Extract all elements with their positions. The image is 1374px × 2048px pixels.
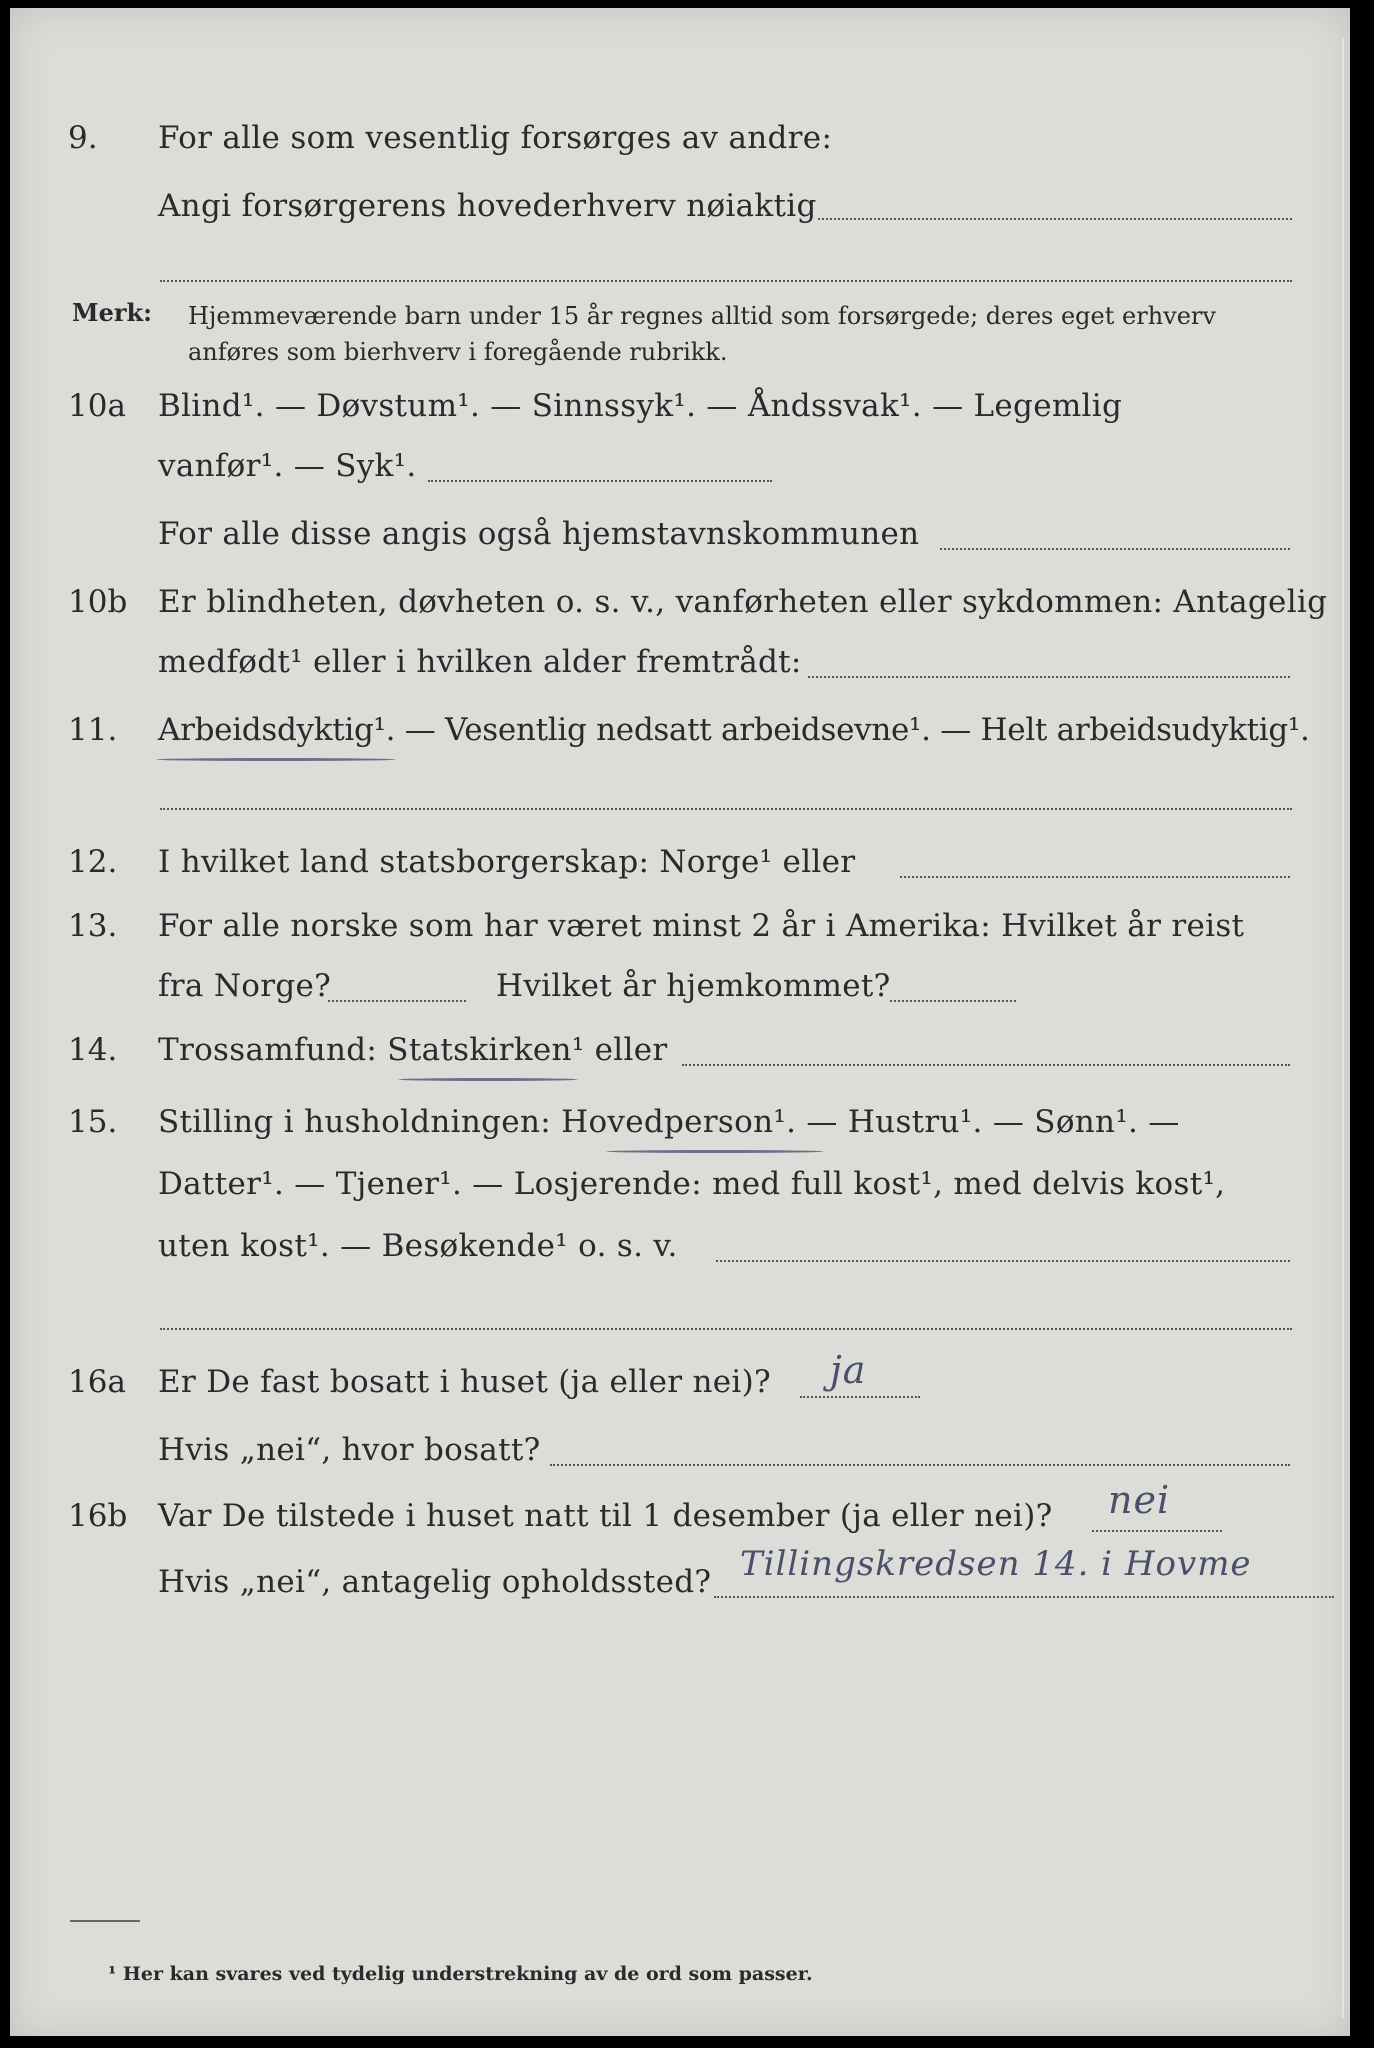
q13-line2a: fra Norge? <box>158 968 332 1004</box>
page-fold <box>1340 38 1344 2018</box>
q13-line1: For alle norske som har været minst 2 år i Amerika: Hvilket år reist <box>158 908 1245 944</box>
q15-answer-line <box>716 1260 1290 1262</box>
q10a-line1: Blind¹. — Døvstum¹. — Sinnssyk¹. — Åndssvak¹. — Legemlig <box>158 388 1123 424</box>
q15-handwritten-underline <box>606 1150 824 1153</box>
q10a-answer-line <box>428 480 772 482</box>
q10a-line3: For alle disse angis også hjemstavnskommunen <box>158 516 920 552</box>
q16b-answer-line <box>1092 1530 1222 1532</box>
census-form-page <box>10 8 1350 2036</box>
q10a-answer-line2 <box>940 548 1290 550</box>
q12-answer-line <box>900 876 1290 878</box>
q16a-answer-line2 <box>550 1464 1290 1466</box>
q11-number: 11. <box>68 712 118 748</box>
q16b-line2: Hvis „nei“, antagelig opholdssted? <box>158 1564 712 1600</box>
q16b-handwritten-place: Tillingskredsen 14. i Hovme <box>740 1544 1252 1584</box>
merk-line2: anføres som bierhverv i foregående rubrikk. <box>188 338 728 366</box>
footnote-rule <box>70 1920 140 1922</box>
q9-answer-line2 <box>160 280 1292 282</box>
q15-number: 15. <box>68 1104 118 1140</box>
merk-label: Merk: <box>72 298 152 327</box>
q16a-number: 16a <box>68 1364 126 1400</box>
q14-number: 14. <box>68 1032 118 1068</box>
q11-handwritten-underline <box>156 758 396 761</box>
q16b-line1: Var De tilstede i huset natt til 1 desember (ja eller nei)? <box>158 1498 1053 1534</box>
q9-answer-line <box>818 218 1292 220</box>
merk-line1: Hjemmeværende barn under 15 år regnes alltid som forsørgede; deres eget erhverv <box>188 302 1216 330</box>
q14-answer-line <box>682 1064 1290 1066</box>
q13-line2b: Hvilket år hjemkommet? <box>496 968 891 1004</box>
q16a-line2: Hvis „nei“, hvor bosatt? <box>158 1432 541 1468</box>
q14-handwritten-underline <box>398 1078 578 1081</box>
q16b-handwritten-answer: nei <box>1108 1478 1171 1522</box>
q10b-number: 10b <box>68 584 128 620</box>
q12-line1: I hvilket land statsborgerskap: Norge¹ eller <box>158 844 856 880</box>
q12-number: 12. <box>68 844 118 880</box>
q10b-line1: Er blindheten, døvheten o. s. v., vanførheten eller sykdommen: Antagelig <box>158 584 1328 620</box>
footnote: ¹ Her kan svares ved tydelig understrekning av de ord som passer. <box>108 1963 813 1985</box>
q13-answer-line-a <box>328 1000 466 1002</box>
q10b-answer-line <box>808 676 1290 678</box>
q16b-answer-line2 <box>714 1596 1334 1598</box>
q10b-line2: medfødt¹ eller i hvilken alder fremtrådt: <box>158 644 802 680</box>
q16b-number: 16b <box>68 1498 128 1534</box>
q9-line2: Angi forsørgerens hovederhverv nøiaktig <box>158 188 817 224</box>
q16a-handwritten-answer: ja <box>830 1348 867 1392</box>
q9-line1: For alle som vesentlig forsørges av andre: <box>158 120 833 156</box>
q10a-line2: vanfør¹. — Syk¹. <box>158 448 417 484</box>
q16a-line1: Er De fast bosatt i huset (ja eller nei)? <box>158 1364 771 1400</box>
q15-line3: uten kost¹. — Besøkende¹ o. s. v. <box>158 1228 678 1264</box>
q16a-answer-line <box>800 1396 920 1398</box>
q15-answer-line2 <box>160 1328 1292 1330</box>
q11-answer-line <box>160 808 1292 810</box>
q10a-number: 10a <box>68 388 126 424</box>
q15-line1: Stilling i husholdningen: Hovedperson¹. — Hustru¹. — Sønn¹. — <box>158 1104 1180 1140</box>
q15-line2: Datter¹. — Tjener¹. — Losjerende: med full kost¹, med delvis kost¹, <box>158 1166 1226 1202</box>
q13-answer-line-b <box>890 1000 1016 1002</box>
q11-line1: Arbeidsdyktig¹. — Vesentlig nedsatt arbeidsevne¹. — Helt arbeidsudyktig¹. <box>158 712 1310 748</box>
q13-number: 13. <box>68 908 118 944</box>
q14-line1: Trossamfund: Statskirken¹ eller <box>158 1032 668 1068</box>
q9-number: 9. <box>68 120 98 156</box>
